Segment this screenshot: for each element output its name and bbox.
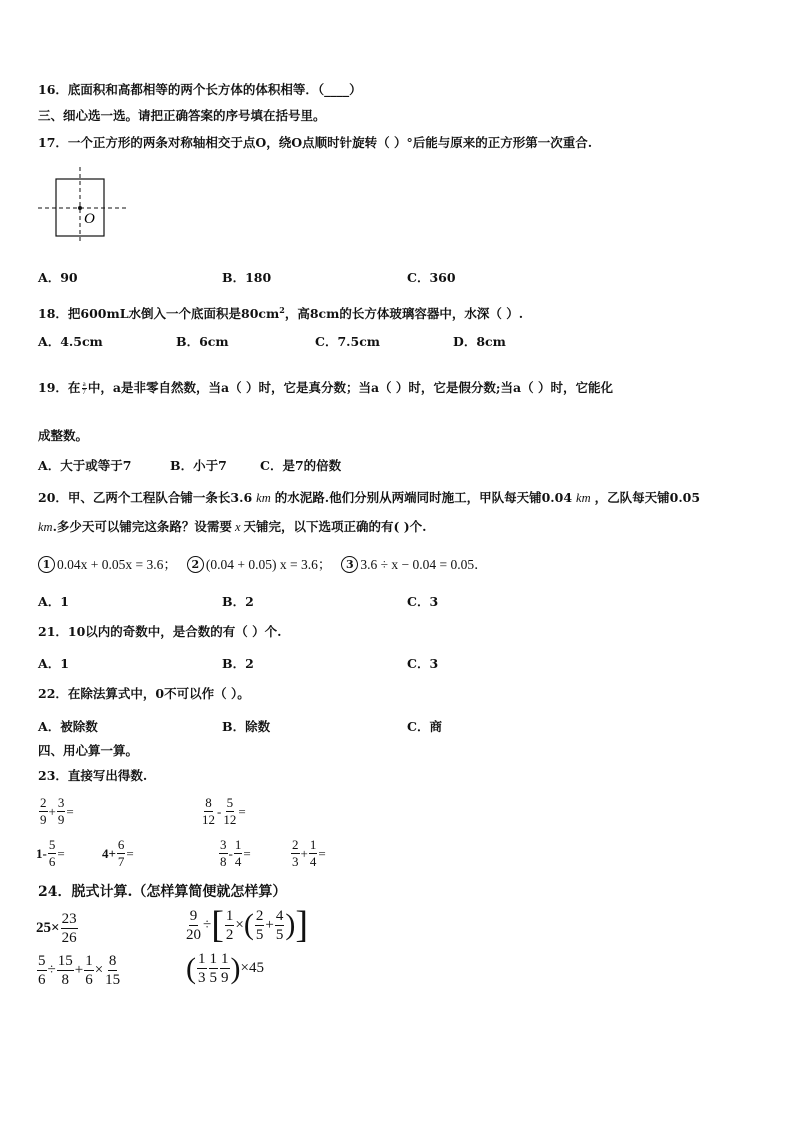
fraction	[185, 907, 202, 944]
denominator: 8	[61, 972, 69, 988]
q17-option-b[interactable]: B．180	[222, 270, 272, 285]
numerator: 2	[292, 837, 299, 852]
fraction	[275, 907, 285, 944]
question-20-text-a: 20．甲、乙两个工程队合铺一条长3.6	[38, 490, 253, 505]
question-19-continuation-text: 成整数。	[38, 428, 89, 443]
denominator: 3	[198, 970, 206, 986]
fraction	[234, 837, 243, 870]
question-19-continuation	[38, 428, 88, 444]
numerator: 1	[234, 837, 242, 852]
question-16-text: 16．底面积和高都相等的两个长方体的体积相等．（____）	[38, 82, 362, 97]
fraction	[209, 950, 219, 987]
fraction	[39, 795, 48, 828]
section-4-title-text: 四、用心算一算。	[38, 743, 139, 758]
fraction	[197, 950, 207, 987]
q18-option-c[interactable]: C．7.5cm	[315, 334, 381, 349]
numerator: 1	[221, 951, 229, 967]
left-bracket: [	[211, 904, 224, 946]
numerator: 6	[117, 837, 125, 852]
denominator: 9	[40, 812, 47, 827]
equals: =	[243, 845, 251, 861]
numerator: 1	[225, 907, 234, 924]
equation-2: (0.04 + 0.05) x = 3.6；	[205, 556, 332, 572]
question-22	[38, 686, 250, 702]
question-24	[38, 884, 286, 900]
q24-expression-2	[184, 906, 308, 944]
denominator: 9	[57, 812, 65, 827]
q19-option-a[interactable]: A．大于或等于7	[38, 458, 132, 473]
question-24-text: 24．脱式计算.（怎样算简便就怎样算）	[38, 884, 287, 900]
unit-km: km	[256, 491, 271, 505]
q17-option-c[interactable]: C．360	[407, 270, 456, 285]
circled-number-1: 1	[38, 556, 55, 573]
q20-option-a[interactable]: A．1	[38, 594, 69, 609]
denominator: 4	[234, 854, 242, 869]
operator: -	[228, 845, 233, 861]
operator: +	[48, 803, 56, 819]
question-17-text: 17．一个正方形的两条对称轴相交于点O，绕O点顺时针旋转（ ）°后能与原来的正方形第一次重合.	[38, 135, 593, 150]
q22-option-c[interactable]: C．商	[407, 719, 442, 734]
right-paren: )	[230, 951, 241, 985]
equals: =	[238, 803, 246, 819]
question-19-prefix: 19．在	[38, 380, 81, 395]
fraction	[255, 907, 265, 944]
fraction-a-over-7	[81, 381, 87, 396]
question-23-text: 23．直接写出得数.	[38, 768, 148, 783]
q23-expression-6	[290, 837, 326, 870]
question-17	[38, 135, 592, 151]
question-18-text-a: 18．把600mL水倒入一个底面积是80cm	[38, 306, 280, 322]
q23-expression-5	[218, 837, 251, 870]
section-4-title	[38, 743, 138, 759]
operator: ×	[235, 916, 244, 933]
operator: -	[217, 803, 222, 819]
q23-expression-2	[200, 795, 246, 828]
denominator: 3	[292, 854, 299, 869]
denominator: 8	[220, 854, 227, 869]
question-20-line-1	[38, 490, 700, 506]
fraction	[57, 795, 66, 828]
fraction	[225, 907, 235, 944]
fraction	[291, 837, 300, 870]
numerator: 1	[209, 951, 217, 967]
operator: +	[265, 916, 274, 933]
square-symmetry-figure	[36, 165, 130, 243]
left-paren: (	[243, 908, 254, 941]
point-o-label: O	[84, 211, 95, 227]
numerator: 8	[108, 953, 117, 969]
superscript-2: 2	[279, 305, 285, 315]
question-20-text-d: .多少天可以铺完这条路？设需要	[52, 519, 232, 534]
denominator: 5	[255, 926, 264, 943]
frac-denominator: 7	[82, 387, 86, 396]
unit-km: km	[38, 520, 53, 534]
q18-option-a[interactable]: A．4.5cm	[38, 334, 103, 349]
q21-option-b[interactable]: B．2	[222, 656, 254, 671]
fraction	[309, 837, 318, 870]
numerator: 4	[275, 907, 284, 924]
q20-option-c[interactable]: C．3	[407, 594, 439, 609]
question-20-equations	[38, 556, 488, 573]
fraction	[222, 795, 237, 828]
equals: =	[57, 845, 65, 861]
equation-3: 3.6 ÷ x − 0.04 = 0.05．	[360, 556, 488, 572]
fraction	[57, 952, 74, 989]
denominator: 15	[105, 972, 121, 988]
question-22-text: 22．在除法算式中，0不可以作（ ）。	[38, 686, 250, 701]
lead-term: 25×	[36, 920, 60, 936]
question-18	[38, 302, 523, 322]
question-20-line-2	[38, 519, 427, 535]
question-19	[38, 380, 613, 396]
q23-expression-1	[38, 795, 74, 828]
operator: +	[74, 962, 84, 978]
denominator: 12	[202, 812, 215, 827]
q23-expression-3	[36, 837, 65, 870]
numerator: 1	[85, 953, 93, 969]
denominator: 6	[38, 972, 46, 988]
fraction	[104, 952, 121, 989]
fraction	[220, 950, 230, 987]
numerator: 2	[255, 907, 264, 924]
lead-term: 4+	[102, 845, 116, 861]
section-3-title-text: 三、细心选一选。请把正确答案的序号填在括号里。	[38, 108, 326, 123]
left-paren: (	[186, 951, 196, 985]
q19-option-c[interactable]: C．是7的倍数	[260, 458, 342, 473]
question-23	[38, 768, 147, 784]
q23-expression-4	[102, 837, 134, 870]
numerator: 23	[61, 911, 77, 927]
numerator: 3	[57, 795, 65, 810]
denominator: 4	[309, 854, 317, 869]
denominator: 9	[221, 970, 229, 986]
operator: ÷	[47, 962, 56, 978]
circled-number-2: 2	[187, 556, 204, 573]
q20-option-b[interactable]: B．2	[222, 594, 254, 609]
denominator: 7	[117, 854, 125, 869]
numerator: 1	[198, 951, 206, 967]
tail-term: ×45	[240, 960, 264, 976]
denominator: 6	[85, 972, 93, 988]
fraction	[37, 952, 47, 989]
q22-option-b[interactable]: B．除数	[222, 719, 271, 734]
numerator: 9	[189, 907, 198, 924]
q24-expression-3	[36, 952, 122, 989]
frac-numerator: a	[82, 379, 86, 388]
denominator: 2	[225, 926, 234, 943]
equals: =	[126, 845, 134, 861]
circled-number-3: 3	[341, 556, 358, 573]
q17-option-a[interactable]: A．90	[38, 270, 78, 285]
question-21-text: 21．10以内的奇数中，是合数的有（ ）个.	[38, 624, 282, 639]
equals: =	[318, 845, 326, 861]
q19-option-b[interactable]: B．小于7	[170, 458, 227, 473]
denominator: 6	[48, 854, 56, 869]
question-18-text-b: ，高8cm的长方体玻璃容器中，水深（ ）.	[284, 306, 524, 322]
numerator: 2	[40, 795, 47, 810]
fraction	[84, 952, 94, 989]
fraction	[117, 837, 126, 870]
fraction	[61, 910, 78, 947]
fraction	[48, 837, 57, 870]
operator: +	[300, 845, 308, 861]
equals: =	[66, 803, 74, 819]
q22-option-a[interactable]: A．被除数	[38, 719, 98, 734]
denominator: 5	[275, 926, 284, 943]
q24-expression-4	[186, 950, 264, 987]
right-paren: )	[285, 908, 296, 941]
fraction	[201, 795, 216, 828]
numerator: 3	[220, 837, 227, 852]
denominator: 20	[186, 926, 201, 943]
denominator: 26	[61, 930, 77, 946]
q24-expression-1	[36, 910, 79, 947]
denominator: 5	[209, 970, 217, 986]
q21-option-c[interactable]: C．3	[407, 656, 439, 671]
operator: ÷	[203, 916, 212, 933]
numerator: 1	[309, 837, 317, 852]
lead-term: 1-	[36, 845, 47, 861]
section-3-title	[38, 108, 326, 124]
numerator: 5	[48, 837, 56, 852]
numerator: 5	[38, 953, 46, 969]
right-bracket: ]	[295, 904, 308, 946]
numerator: 8	[205, 795, 212, 810]
question-20-text-e: 天铺完，以下选项正确的有( )个.	[243, 519, 427, 534]
q18-option-b[interactable]: B．6cm	[176, 334, 229, 349]
question-21	[38, 624, 282, 640]
center-point	[78, 206, 82, 210]
q21-option-a[interactable]: A．1	[38, 656, 69, 671]
numerator: 15	[57, 953, 73, 969]
question-20-text-c: ，乙队每天铺0.05	[594, 490, 701, 505]
question-16	[38, 82, 362, 98]
fraction	[219, 837, 228, 870]
q18-option-d[interactable]: D．8cm	[453, 334, 506, 349]
variable-x: x	[234, 520, 241, 534]
question-19-text: 中，a是非零自然数，当a（ ）时，它是真分数；当a（ ）时，它是假分数;当a（ ）时，它能化	[87, 380, 613, 395]
denominator: 12	[223, 812, 237, 827]
unit-km: km	[576, 491, 591, 505]
equation-1: 0.04x + 0.05x = 3.6；	[57, 556, 177, 572]
operator: ×	[94, 962, 104, 978]
question-20-text-b: 的水泥路.他们分别从两端同时施工，甲队每天铺0.04	[274, 490, 573, 505]
numerator: 5	[226, 795, 234, 810]
